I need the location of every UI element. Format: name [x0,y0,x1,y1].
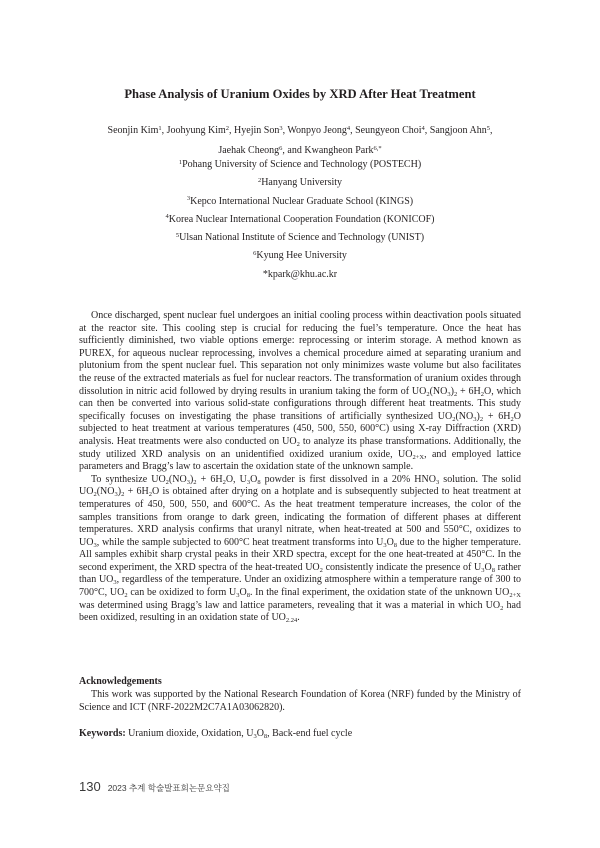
author-list [60,121,540,161]
author: Seungyeon Choi$^4$, [355,124,430,136]
affiliation: $^4$Korea Nuclear International Cooperation Foundation (KONICOF) [165,213,435,225]
acknowledgements-text: This work was supported by the National Research Foundation of Korea (NRF) funded by the Ministry of Science and ICT (NRF-2022M2C7A1A03062820). [79,689,521,713]
author: Wonpyo Jeong$^4$, [287,124,356,136]
affiliation: $^1$Pohang University of Science and Technology (POSTECH) [178,158,422,170]
affiliation-list [60,156,540,284]
keywords-value: Uranium dioxide, Oxidation, $U_3O_8$, Back-end fuel cycle [125,728,353,740]
author: Hyejin Son$^3$, [234,124,288,136]
page-footer [79,778,230,796]
affiliation: $^2$Hanyang University [257,176,343,189]
corresponding-email: *kpark@khu.ac.kr [262,268,338,280]
author: Jaehak Cheong$^6$, and [218,144,305,156]
affiliation: $^3$Kepco International Nuclear Graduate School (KINGS) [186,195,414,207]
conference-name: 2023 추계 학술발표회논문요약집 [107,783,230,793]
author: Seonjin Kim$^1$, [107,124,167,136]
paragraph-1: Once discharged, spent nuclear fuel undergoes an initial cooling process within deactivation pools situated at the reactor site. This cooling step is crucial for reducing the fuel’s temperature. Once the heat has sufficiently diminished, two viable options emerge: reprocessing or interim storage. A method known as PUREX, for aqueous nuclear reprocessing, involves a chemical procedure aimed at separating uranium and plutonium from the spent nuclear fuel. This separation not only minimizes waste volume but also facilitates the reuse of the extracted materials as fuel for nuclear reactors. The transformation of uranium oxides through dissolution in nitric acid followed by drying results in uranium taking the form of $UO_2(NO_3)_2 + 6H_2O$, which can then be converted into various solid-state configurations through different heat treatments. This study specifically focuses on investigating the phase transitions of artificially synthesized $UO_2(NO_3)_2 + 6H_2O$ subjected to heat treatment at various temperatures (450, 500, 550, 600°C) using X-ray Diffraction (XRD) analysis. Heat treatments were also conducted on $UO_2$ to analyze its phase transformations. Additionally, the study utilized XRD analysis on an unidentified oxidized uranium oxide, $UO_{2+X}$, and employed lattice parameters and Bragg’s law to ascertain the oxidation state of the unknown sample. [79,310,521,473]
abstract-body [79,310,521,625]
affiliation: $^6$Kyung Hee University [253,249,347,262]
affiliation: $^5$Ulsan National Institute of Science and Technology (UNIST) [175,231,425,244]
keywords-line [79,728,352,741]
paragraph-2: To synthesize $UO_2(NO_3)_2 + 6H_2O$, $U_3O_8$ powder is first dissolved in a 20% $HNO_3$ solution. The solid $UO_2(NO_3)_2 + 6H_2O$ is obtained after drying on a hotplate and is subsequently subjected to heat treatment at temperatures of 450, 500, 550, and 600°C. As the heat treatment temperature increases, the color of the samples transitions from orange to dark green, indicating the formation of different phases at different temperatures. XRD analysis confirms that uranyl nitrate, when heat-treated at 500 and 550°C, oxidizes to $UO_3$, while the sample subjected to 600°C heat treatment transforms into $U_3O_8$ due to the higher temperature. All samples exhibit sharp crystal peaks in their XRD spectra, except for the one heat-treated at 450°C. In the second experiment, the XRD spectra of the heat-treated $UO_2$ consistently indicate the presence of $U_3O_8$ rather than $UO_3$, regardless of the temperature. Under an oxidizing atmosphere within a temperature range of 300 to 700°C, $UO_2$ can be oxidized to form $U_3O_8$. In the final experiment, the oxidation state of the unknown $UO_{2+X}$ was determined using Bragg’s law and lattice parameters, revealing that it was a material in which $UO_2$ had been oxidized, resulting in an oxidation state of $UO_{2.24}$. [79,473,522,625]
author-line-1 [108,125,493,136]
author: Sangjoon Ahn$^5$, [429,124,493,136]
page-number: 130 [79,779,101,794]
keywords-label: Keywords: [79,728,126,739]
author: Joohyung Kim$^2$, [166,124,235,136]
author: Kwangheon Park$^{6,*}$ [304,144,382,156]
author-line-2 [218,145,381,156]
paper-title: Phase Analysis of Uranium Oxides by XRD After Heat Treatment [124,87,476,101]
acknowledgements-heading: Acknowledgements [79,676,162,687]
